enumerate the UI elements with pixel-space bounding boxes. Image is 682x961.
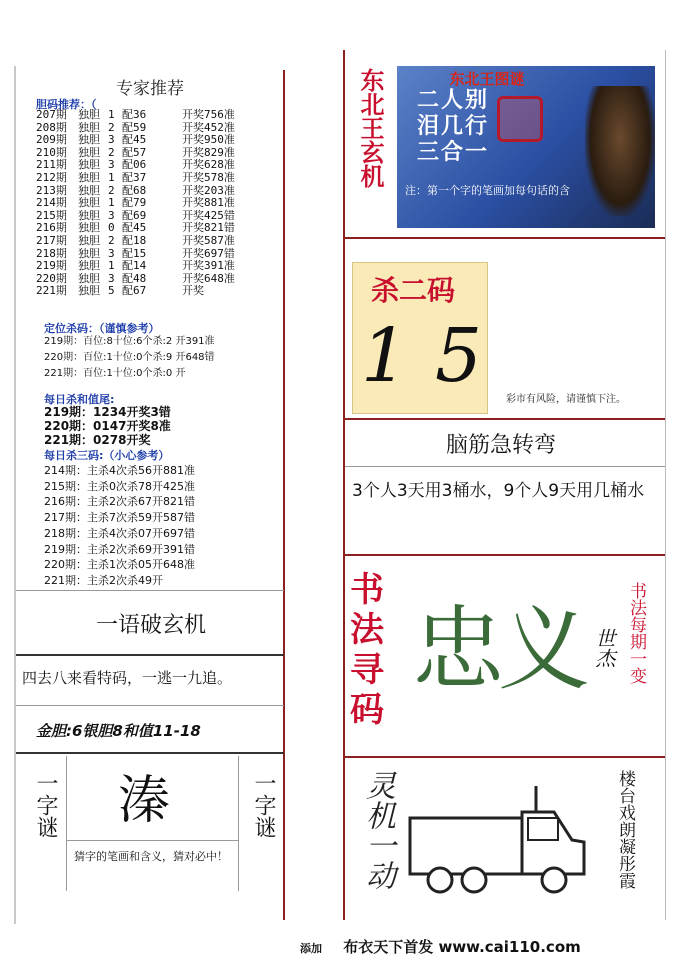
kill3-row: 215期：主杀0次杀78开425准 xyxy=(44,479,195,493)
dan-cell: 独胆 xyxy=(78,183,100,197)
dan-cell: 独胆 xyxy=(78,208,100,222)
divider xyxy=(345,237,665,239)
dan-cell: 开奖452准 xyxy=(182,120,235,134)
lingji-right-text: 楼台戏朗凝彤霞 xyxy=(615,770,635,889)
naojin-text: 3个人3天用3桶水，9个人9天用几桶水 xyxy=(352,481,645,501)
dan-cell: 开奖648准 xyxy=(182,271,235,285)
dan-cell: 配36 xyxy=(122,108,147,121)
dan-cell: 独胆 xyxy=(78,196,100,210)
truck-icon xyxy=(404,782,594,902)
dan-row xyxy=(36,122,262,134)
dan-row xyxy=(36,197,262,209)
kill3-label: 每日杀三码:（小心参考） xyxy=(44,449,170,462)
risk-notice: 彩市有风险，请谨慎下注。 xyxy=(506,394,626,405)
kill3-row: 220期：主杀1次杀05开648准 xyxy=(44,558,195,572)
dan-cell: 配68 xyxy=(122,183,147,197)
dongbei-poster xyxy=(397,66,655,228)
dan-row xyxy=(36,273,262,285)
dan-cell: 开奖 xyxy=(182,284,204,298)
dan-cell: 221期 xyxy=(36,284,67,298)
dan-cell: 218期 xyxy=(36,246,67,260)
dan-cell: 配37 xyxy=(122,171,147,184)
dan-cell: 独胆 xyxy=(78,284,100,298)
dan-cell: 配45 xyxy=(122,221,147,235)
calligraphy-signature: 世杰 xyxy=(592,628,616,668)
dan-cell: 配14 xyxy=(122,259,147,273)
buddha-figure-icon xyxy=(585,86,655,216)
shaer-digit: 5 xyxy=(435,313,483,399)
calligraphy-art: 忠义 xyxy=(412,596,585,703)
dan-cell: 独胆 xyxy=(78,171,100,184)
yizimi-char: 溱 xyxy=(118,771,171,831)
shufa-side-label: 书法寻码 xyxy=(350,570,384,730)
daily-row: 220期：0147开奖8准 xyxy=(44,419,171,433)
dan-cell: 配59 xyxy=(122,120,147,134)
dan-cell: 配48 xyxy=(122,271,147,285)
daily-label: 每日杀和值尾: xyxy=(44,393,115,406)
shufa-note: 书法每期一变 xyxy=(626,582,646,684)
dan-cell: 开奖697错 xyxy=(182,246,235,260)
dan-row xyxy=(36,109,262,121)
footer-site[interactable]: 布衣天下首发 www.cai110.com xyxy=(343,938,581,956)
divider xyxy=(345,554,665,556)
divider xyxy=(16,705,284,706)
kill3-row: 214期：主杀4次杀56开881准 xyxy=(44,464,195,477)
poster-lines xyxy=(417,88,489,166)
dan-cell: 开奖578准 xyxy=(182,171,235,184)
dan-row xyxy=(36,147,262,159)
yizimi-hint: 猜字的笔画和含义，猜对必中！ xyxy=(74,850,228,863)
divider xyxy=(345,466,665,467)
dan-row xyxy=(36,159,262,171)
dan-cell: 1 xyxy=(108,108,115,121)
red-seal-icon xyxy=(497,96,543,142)
dan-cell: 开奖821错 xyxy=(182,221,235,235)
dan-cell: 开奖391准 xyxy=(182,259,235,273)
right-column-divider xyxy=(343,50,345,920)
dan-cell: 213期 xyxy=(36,183,67,197)
dan-cell: 210期 xyxy=(36,145,67,159)
kill3-row: 218期：主杀4次杀07开697错 xyxy=(44,526,195,540)
poster-line: 二人别 xyxy=(417,88,490,113)
dan-cell: 3 xyxy=(108,133,115,147)
dan-cell: 独胆 xyxy=(78,221,100,235)
kill3-row: 216期：主杀2次杀67开821错 xyxy=(44,495,195,509)
divider xyxy=(66,840,238,841)
divider xyxy=(16,752,284,754)
dan-cell: 开奖756准 xyxy=(182,108,235,121)
divider xyxy=(16,654,284,656)
dan-cell: 独胆 xyxy=(78,246,100,260)
dan-cell: 2 xyxy=(108,234,115,247)
dan-cell: 1 xyxy=(108,196,115,210)
divider xyxy=(238,756,239,891)
dan-cell: 207期 xyxy=(36,108,67,121)
dan-row xyxy=(36,210,262,222)
dan-cell: 配15 xyxy=(122,246,147,260)
dan-cell: 配79 xyxy=(122,196,147,210)
dan-cell: 1 xyxy=(108,171,115,184)
dan-cell: 216期 xyxy=(36,221,67,235)
kill3-row: 217期：主杀7次杀59开587错 xyxy=(44,511,195,525)
dongbei-side-label: 东北王玄机 xyxy=(356,68,385,188)
dan-cell: 开奖829准 xyxy=(182,145,235,159)
dan-cell: 开奖950准 xyxy=(182,133,235,147)
dan-cell: 220期 xyxy=(36,271,67,285)
yizimi-side-left: 一字谜 xyxy=(33,772,58,838)
dan-row xyxy=(36,235,262,247)
daily-row: 219期：1234开奖3错 xyxy=(44,405,171,419)
dingwei-row: 219期：百位:8十位:6个杀:2 开391准 xyxy=(44,336,215,347)
shaer-title: 杀二码 xyxy=(371,274,456,307)
dan-row xyxy=(36,172,262,184)
dan-cell: 独胆 xyxy=(78,234,100,247)
dan-cell: 2 xyxy=(108,183,115,197)
dan-cell: 独胆 xyxy=(78,259,100,273)
right-border xyxy=(665,50,666,920)
kill3-row: 219期：主杀2次杀69开391错 xyxy=(44,542,195,556)
jindan-text: 金胆:6银胆8和值11-18 xyxy=(36,722,201,740)
dan-cell: 212期 xyxy=(36,171,67,184)
divider xyxy=(66,756,67,891)
dan-cell: 1 xyxy=(108,259,115,273)
left-column-divider xyxy=(283,70,285,920)
dan-cell: 2 xyxy=(108,145,115,159)
dan-row xyxy=(36,185,262,197)
dan-cell: 开奖881准 xyxy=(182,196,235,210)
dan-cell: 211期 xyxy=(36,158,67,172)
divider xyxy=(16,590,284,591)
dan-cell: 独胆 xyxy=(78,158,100,172)
dan-cell: 独胆 xyxy=(78,120,100,134)
daily-row: 221期：0278开奖 xyxy=(44,433,151,447)
dingwei-label: 定位杀码：（谨慎参考） xyxy=(44,322,160,335)
dan-cell: 3 xyxy=(108,271,115,285)
footer xyxy=(300,936,581,957)
dan-cell: 独胆 xyxy=(78,271,100,285)
dan-cell: 开奖628准 xyxy=(182,158,235,172)
dan-cell: 3 xyxy=(108,158,115,172)
dan-cell: 开奖425错 xyxy=(182,208,235,222)
dingwei-row: 220期：百位:1十位:0个杀:9 开648错 xyxy=(44,352,215,363)
dan-row xyxy=(36,222,262,234)
dan-cell: 0 xyxy=(108,221,115,235)
kill3-row: 221期：主杀2次杀49开 xyxy=(44,573,163,587)
yiyu-text: 四去八来看特码，一逃一九追。 xyxy=(22,669,233,687)
poster-line: 三合一 xyxy=(417,140,490,165)
dan-cell: 配57 xyxy=(122,145,147,159)
naojin-title: 脑筋急转弯 xyxy=(445,433,556,458)
divider xyxy=(345,418,665,420)
left-border xyxy=(14,66,16,924)
dan-row xyxy=(36,285,262,297)
dan-row xyxy=(36,248,262,260)
dan-label: 胆码推荐：（ xyxy=(36,98,97,111)
poster-title: 东北王图谜 xyxy=(449,70,525,88)
lingji-side-label: 灵机一动 xyxy=(360,770,395,890)
dan-cell: 配06 xyxy=(122,158,147,172)
dan-cell: 217期 xyxy=(36,234,67,247)
dan-cell: 开奖203准 xyxy=(182,183,235,197)
poster-note: 注：第一个字的笔画加每句话的含 xyxy=(405,184,570,197)
dan-cell: 配45 xyxy=(122,133,147,147)
shaer-digit: 1 xyxy=(361,313,409,399)
dan-cell: 3 xyxy=(108,208,115,222)
dan-cell: 219期 xyxy=(36,259,67,273)
dan-cell: 配69 xyxy=(122,208,147,222)
dan-cell: 208期 xyxy=(36,120,67,134)
dan-cell: 209期 xyxy=(36,133,67,147)
yiyu-title: 一语破玄机 xyxy=(95,613,206,638)
dan-cell: 3 xyxy=(108,246,115,260)
dan-cell: 5 xyxy=(108,284,115,298)
dan-cell: 独胆 xyxy=(78,108,100,121)
shaer-box xyxy=(352,262,488,414)
dan-cell: 独胆 xyxy=(78,145,100,159)
dan-cell: 215期 xyxy=(36,208,67,222)
dan-cell: 开奖587准 xyxy=(182,234,235,247)
dan-cell: 配18 xyxy=(122,234,147,247)
yizimi-side-right: 一字谜 xyxy=(251,772,276,838)
dan-row xyxy=(36,260,262,272)
poster-line: 泪几行 xyxy=(417,114,490,139)
dan-row xyxy=(36,134,262,146)
dan-cell: 独胆 xyxy=(78,133,100,147)
divider xyxy=(345,756,665,758)
footer-prefix: 添加 xyxy=(300,942,322,955)
dingwei-row: 221期：百位:1十位:0个杀:0 开 xyxy=(44,368,186,379)
dan-cell: 2 xyxy=(108,120,115,134)
expert-title: 专家推荐 xyxy=(116,79,184,99)
dan-cell: 214期 xyxy=(36,196,67,210)
dan-cell: 配67 xyxy=(122,284,147,298)
